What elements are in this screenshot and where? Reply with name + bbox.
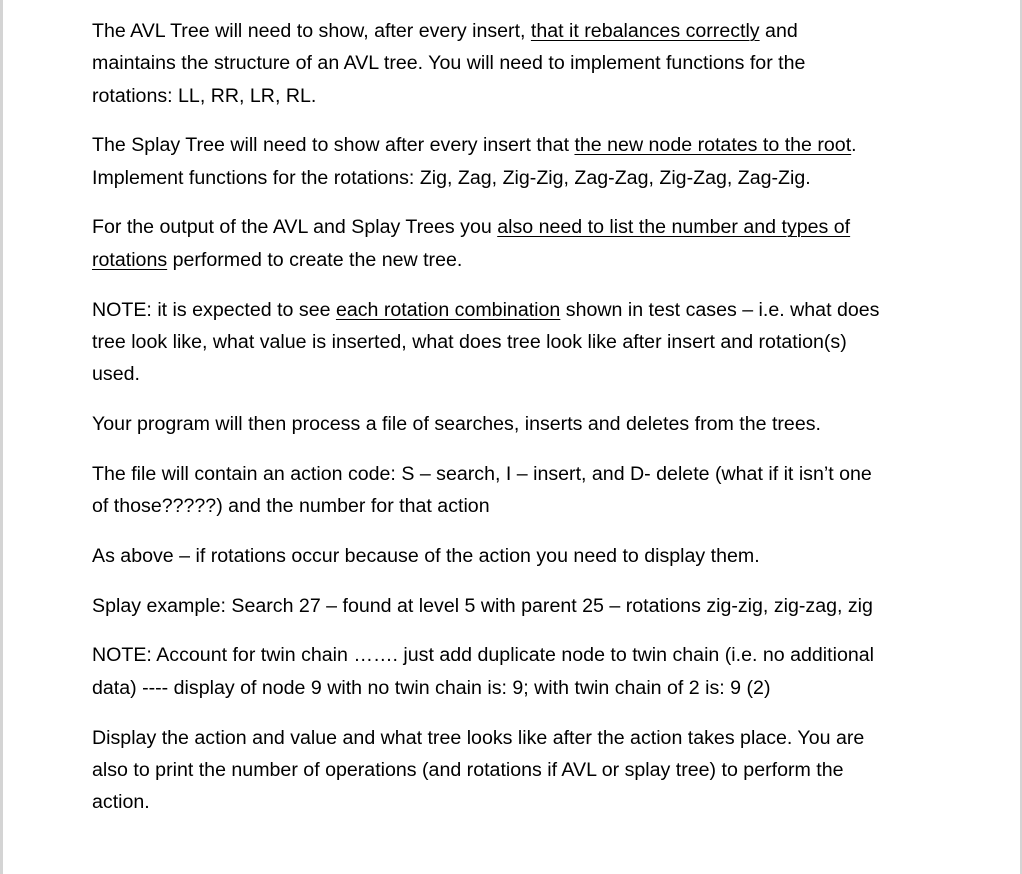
paragraph (92, 540, 954, 572)
text-run: As above – if rotations occur because of the action you need to display them. (92, 544, 760, 567)
underlined-text: rotations (92, 248, 168, 271)
text-run: of those?????) and the number for that action (92, 495, 490, 518)
text-run: used. (92, 363, 140, 386)
text-run: The Splay Tree will need to show after every insert that (92, 134, 575, 157)
paragraph (92, 722, 954, 819)
text-run: For the output of the AVL and Splay Trees you (92, 216, 498, 239)
text-run: shown in test cases – i.e. what does (560, 298, 880, 321)
text-run: . (851, 134, 857, 157)
underlined-text: the new node rotates to the root (574, 134, 852, 157)
underlined-text: that it rebalances correctly (530, 20, 760, 42)
text-run: performed to create the new tree. (167, 248, 463, 271)
underlined-text: also need to list the number and types of (497, 216, 851, 239)
document-body (92, 15, 954, 836)
text-run: Splay example: Search 27 – found at level 5 with parent 25 – rotations zig-zig, zig-zag, zig (92, 594, 873, 617)
paragraph (92, 15, 954, 112)
paragraph (92, 639, 954, 704)
text-run: and (759, 20, 798, 42)
text-run: The file will contain an action code: S – search, I – insert, and D- delete (what if it isn’t one (92, 462, 872, 485)
text-run: NOTE: it is expected to see (92, 298, 336, 321)
paragraph (92, 211, 954, 276)
paragraph (92, 294, 954, 391)
text-run: rotations: LL, RR, LR, RL. (92, 84, 317, 107)
page-left-edge (0, 0, 3, 874)
paragraph (92, 129, 954, 194)
text-run: Implement functions for the rotations: Zig, Zag, Zig-Zig, Zag-Zag, Zig-Zag, Zag-Zig. (92, 166, 811, 189)
text-run: data) ---- display of node 9 with no twin chain is: 9; with twin chain of 2 is: 9 (2) (92, 676, 771, 699)
text-run: tree look like, what value is inserted, what does tree look like after insert and rotation(s) (92, 330, 847, 353)
paragraph (92, 408, 954, 440)
text-run: Your program will then process a file of searches, inserts and deletes from the trees. (92, 412, 821, 435)
paragraph (92, 458, 954, 523)
text-run: Display the action and value and what tree looks like after the action takes place. You are (92, 726, 865, 749)
text-run: NOTE: Account for twin chain ……. just add duplicate node to twin chain (i.e. no additional (92, 644, 874, 667)
text-run: maintains the structure of an AVL tree. You will need to implement functions for the (92, 52, 806, 75)
underlined-text: each rotation combination (335, 298, 561, 321)
text-run: also to print the number of operations (and rotations if AVL or splay tree) to perform the (92, 758, 844, 781)
paragraph (92, 590, 954, 622)
text-run: action. (92, 791, 150, 814)
text-run: The AVL Tree will need to show, after every insert, (92, 20, 531, 42)
